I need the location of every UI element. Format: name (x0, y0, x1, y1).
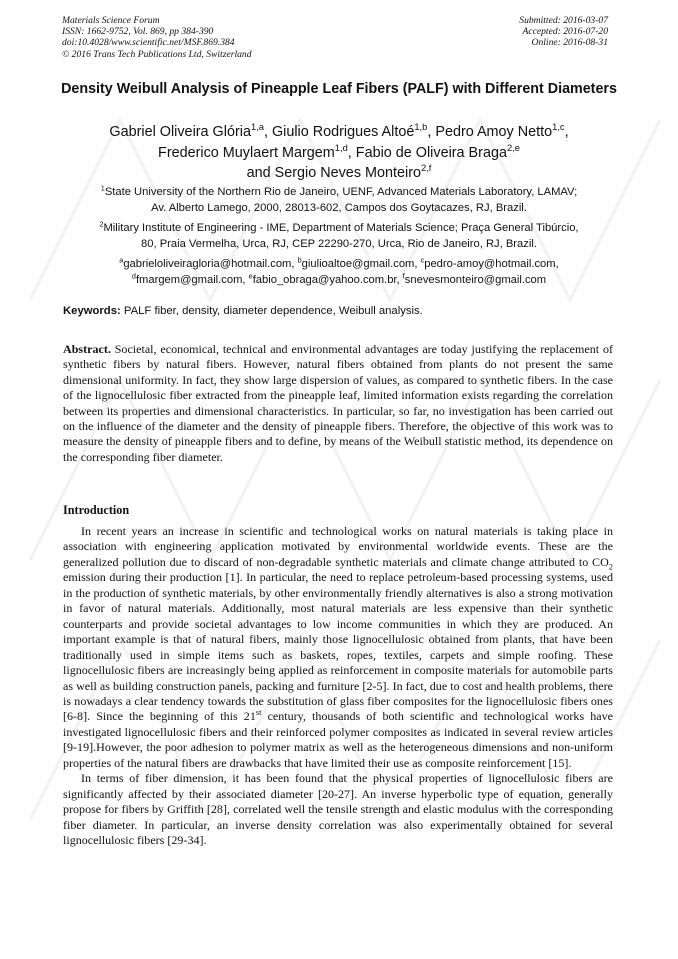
author-separator: , (564, 124, 569, 140)
email-list (60, 257, 618, 288)
email-address[interactable]: pedro-amoy@hotmail.com, (424, 258, 559, 270)
email-superscript: f (402, 270, 405, 280)
paragraph-text: emission during their production [1]. In particular, the need to replace petroleum-based processing systems, used in the production of synthetic materials, by other environmentally friendly alternatives is also a strong motivation in favor of natural materials. Additionally, most natural materials are less expensive than their synthetic counterparts and provide societal advantages to low income communities in which they are produced. An important example is that of natural fibers, mainly those lignocellulosic obtained from plants, that have been traditionally used in simple items such as baskets, ropes, textiles, carpets and simple roofing. These lignocellulosic fibers are increasingly being applied as reinforcement in composite materials for automobile parts as well as building construction panels, packing and furniture [2-5]. In fact, due to cost and health problems, there is nowadays a clear tendency towards the substitution of glass fiber composites for the lignocellulosic fibers ones [6-8]. Since the beginning of this 21 (63, 570, 613, 724)
paragraph-text: century, thousands of both scientific and technological works have investigated lignocellulosic fibers and their reinforced polymer composites as indicated in several review articles [9-19].However, the poor adhesion to polymer matrix as well as the heterogeneous dimensions and non-uniform properties of the natural fibers are drawbacks that have limited their use as composite reinforcement [15]. (63, 709, 613, 770)
journal-doi: doi:10.4028/www.scientific.net/MSF.869.384 (62, 37, 235, 49)
email-superscript: b (297, 255, 302, 265)
email-address[interactable]: gabrieloliveiragloria@hotmail.com, (123, 258, 298, 270)
email-superscript: e (248, 270, 253, 280)
author-superscript: 1,b (414, 122, 428, 133)
paragraph (63, 524, 613, 771)
author-name: Pedro Amoy Netto (435, 124, 553, 140)
paragraph: In terms of fiber dimension, it has been found that the physical properties of lignocellulosic fibers are significantly affected by their associated diameter [20-27]. An inverse hyperbolic type of equation, generally propose for fibers by Griffith [28], correlated well the tensile strength and elastic modulus with the corresponding fiber diameter. In particular, an inverse density correlation was also experimentally obtained for several lignocellulosic fibers [29-34]. (63, 771, 613, 848)
email-address[interactable]: fabio_obraga@yahoo.com.br, (252, 273, 403, 286)
superscript: st (255, 707, 262, 718)
affiliation-line: Military Institute of Engineering - IME, Department of Materials Science; Praça General Tibúrcio, (103, 222, 579, 234)
paragraph-text: In recent years an increase in scientific and technological works on natural materials is taking place in association with engineering application motivated by environmental worldwide events. These are the generalized pollution due to discard of non-degradable synthetic materials and climate change attributed to CO (63, 524, 613, 569)
author-separator: , (263, 124, 272, 140)
author-superscript: 1,c (552, 122, 565, 133)
author-name: Sergio Neves Monteiro (274, 165, 421, 181)
journal-header-left (62, 15, 252, 60)
keywords-label: Keywords: (63, 305, 121, 317)
email-address[interactable]: snevesmonteiro@gmail.com (404, 273, 547, 286)
section-heading-introduction: Introduction (63, 503, 130, 517)
affiliation-1 (60, 185, 618, 216)
email-address[interactable]: giulioaltoe@gmail.com, (301, 258, 421, 270)
author-superscript: 1,a (250, 122, 264, 133)
affiliation-line: Av. Alberto Lamego, 2000, 28013-602, Campos dos Goytacazes, RJ, Brazil. (151, 201, 527, 214)
author-superscript: 1,d (334, 142, 348, 153)
affiliation-superscript: 2 (99, 219, 104, 229)
author-separator: , (427, 124, 436, 140)
author-name: Fabio de Oliveira Braga (355, 144, 507, 161)
author-list (55, 122, 623, 184)
author-name: Gabriel Oliveira Glória (109, 124, 251, 140)
journal-copyright: © 2016 Trans Tech Publications Ltd, Switzerland (62, 48, 252, 60)
journal-header-right (519, 15, 608, 49)
paper-title: Density Weibull Analysis of Pineapple Leaf Fibers (PALF) with Different Diameters (61, 81, 617, 97)
author-name: Giulio Rodrigues Altoé (271, 124, 415, 140)
abstract (63, 342, 613, 465)
journal-name: Materials Science Forum (62, 15, 160, 26)
keywords (63, 304, 618, 319)
author-and: and (246, 165, 275, 181)
author-superscript: 2,e (506, 142, 520, 153)
online-date: Online: 2016-08-31 (531, 37, 608, 49)
email-superscript: a (119, 255, 124, 265)
affiliation-2 (60, 221, 618, 252)
email-superscript: c (420, 255, 425, 265)
email-address[interactable]: fmargem@gmail.com, (135, 273, 249, 286)
introduction-body (63, 524, 613, 849)
affiliation-superscript: 1 (100, 183, 105, 193)
submitted-date: Submitted: 2016-03-07 (519, 15, 608, 26)
author-superscript: 2,f (421, 163, 432, 174)
affiliation-line: State University of the Northern Rio de Janeiro, UENF, Advanced Materials Laboratory, LAMAV; (104, 186, 578, 198)
abstract-label: Abstract. (63, 342, 111, 356)
email-superscript: d (131, 270, 136, 280)
keywords-text: PALF fiber, density, diameter dependence, Weibull analysis. (120, 305, 423, 317)
subscript: 2 (608, 561, 613, 572)
journal-issn: ISSN: 1662-9752, Vol. 869, pp 384-390 (62, 26, 214, 38)
affiliation-line: 80, Praia Vermelha, Urca, RJ, CEP 22290-270, Urca, Rio de Janeiro, RJ, Brazil. (141, 237, 537, 250)
abstract-text: Societal, economical, technical and environmental advantages are today justifying the replacement of synthetic fibers by natural fibers. However, natural fibers obtained from plants do not present the same dimensional uniformity. In fact, they show large dispersion of values, as compared to synthetic fibers. In the case of the lignocellulosic fiber extracted from the pineapple leaf, limited information exists regarding the correlation between its properties and dimensional characteristics. In particular, so far, no investigation has been carried out on the influence of the diameter and the density of pineapple fibers. Therefore, the objective of this work was to measure the density of pineapple fibers and to define, by means of the Weibull statistic method, its dependence on the corresponding fiber diameter. (63, 342, 613, 464)
author-separator: , (347, 144, 356, 161)
accepted-date: Accepted: 2016-07-20 (522, 26, 608, 38)
author-name: Frederico Muylaert Margem (158, 144, 335, 161)
